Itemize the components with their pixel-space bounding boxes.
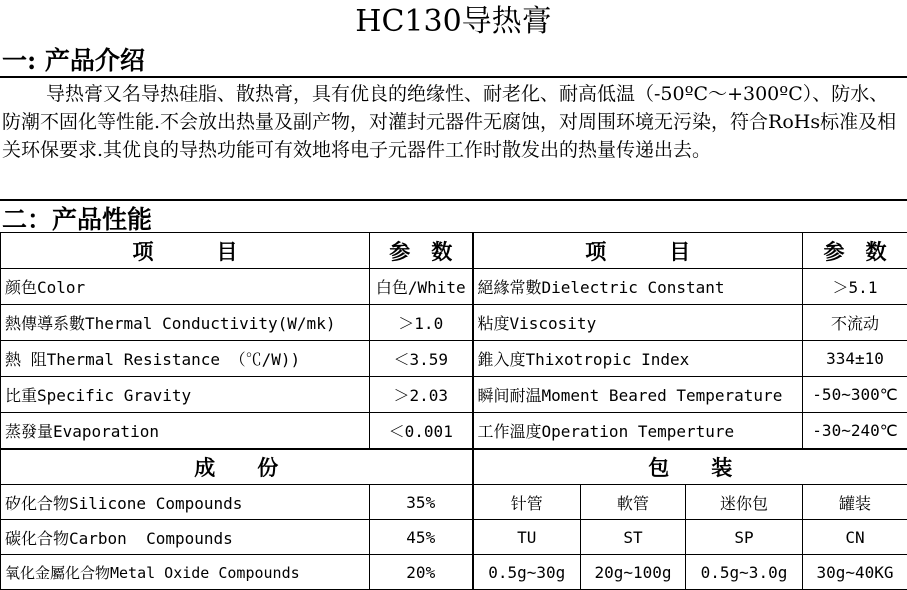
header-param: 参 数 — [370, 233, 473, 269]
divider — [0, 76, 907, 78]
property-name: 工作溫度Operation Temperture — [473, 413, 803, 449]
compound-percent: 45% — [370, 520, 473, 555]
page-title: HC130导热膏 — [0, 2, 907, 42]
table-row — [1, 555, 907, 590]
package-type: 迷你包 — [686, 485, 803, 520]
table-row — [1, 305, 907, 341]
header-item: 项 目 — [473, 233, 803, 269]
property-value: 不流动 — [803, 305, 907, 341]
property-name: 比重Specific Gravity — [1, 377, 370, 413]
package-size: 0.5g~30g — [473, 555, 581, 590]
intro-text: 导热膏又名导热硅脂、散热膏，具有优良的绝缘性、耐老化、耐高低温（-50ºC～+300ºC）、防水、防潮不固化等性能.不会放出热量及副产物，对灌封元器件无腐蚀，对周围环境无污染，符合RoHs标准及相关环保要求.其优良的导热功能可有效地将电子元器件工作时散发出的热量传递出去。 — [2, 80, 902, 164]
property-value: -50~300℃ — [803, 377, 907, 413]
property-value: ＞1.0 — [370, 305, 473, 341]
property-name: 蒸發量Evaporation — [1, 413, 370, 449]
table-row — [1, 485, 907, 520]
package-size: 30g~40KG — [803, 555, 907, 590]
header-packaging: 包 装 — [473, 450, 907, 485]
table-row — [1, 341, 907, 377]
table-header-row — [1, 450, 907, 485]
table-row — [1, 269, 907, 305]
header-param: 参 数 — [803, 233, 907, 269]
property-name: 瞬间耐温Moment Beared Temperature — [473, 377, 803, 413]
table-header-row — [1, 233, 907, 269]
compound-percent: 35% — [370, 485, 473, 520]
property-value: ＜3.59 — [370, 341, 473, 377]
property-value: ＞2.03 — [370, 377, 473, 413]
divider — [0, 199, 907, 201]
property-name: 粘度Viscosity — [473, 305, 803, 341]
property-value: ＞5.1 — [803, 269, 907, 305]
property-name: 錐入度Thixotropic Index — [473, 341, 803, 377]
compound-name: 氧化金屬化合物Metal Oxide Compounds — [1, 555, 370, 590]
package-code: SP — [686, 520, 803, 555]
performance-table — [0, 232, 907, 449]
property-value: 334±10 — [803, 341, 907, 377]
package-type: 軟管 — [581, 485, 686, 520]
package-type: 罐装 — [803, 485, 907, 520]
property-name: 熱傳導系數Thermal Conductivity(W/mk) — [1, 305, 370, 341]
compound-percent: 20% — [370, 555, 473, 590]
intro-paragraph — [2, 80, 902, 164]
property-value: 白色/White — [370, 269, 473, 305]
composition-packaging-table — [0, 449, 907, 590]
package-code: TU — [473, 520, 581, 555]
package-size: 20g~100g — [581, 555, 686, 590]
package-size: 0.5g~3.0g — [686, 555, 803, 590]
property-value: -30~240℃ — [803, 413, 907, 449]
property-name: 絕緣常數Dielectric Constant — [473, 269, 803, 305]
table-row — [1, 413, 907, 449]
table-row — [1, 377, 907, 413]
compound-name: 矽化合物Silicone Compounds — [1, 485, 370, 520]
section-heading-performance: 二：产品性能 — [2, 205, 152, 235]
property-name: 颜色Color — [1, 269, 370, 305]
package-code: ST — [581, 520, 686, 555]
property-name: 熱 阻Thermal Resistance （℃/W)) — [1, 341, 370, 377]
table-row — [1, 520, 907, 555]
package-type: 针管 — [473, 485, 581, 520]
header-composition: 成 份 — [1, 450, 473, 485]
header-item: 项 目 — [1, 233, 370, 269]
section-heading-intro: 一: 产品介绍 — [2, 46, 145, 76]
property-value: ＜0.001 — [370, 413, 473, 449]
compound-name: 碳化合物Carbon Compounds — [1, 520, 370, 555]
package-code: CN — [803, 520, 907, 555]
